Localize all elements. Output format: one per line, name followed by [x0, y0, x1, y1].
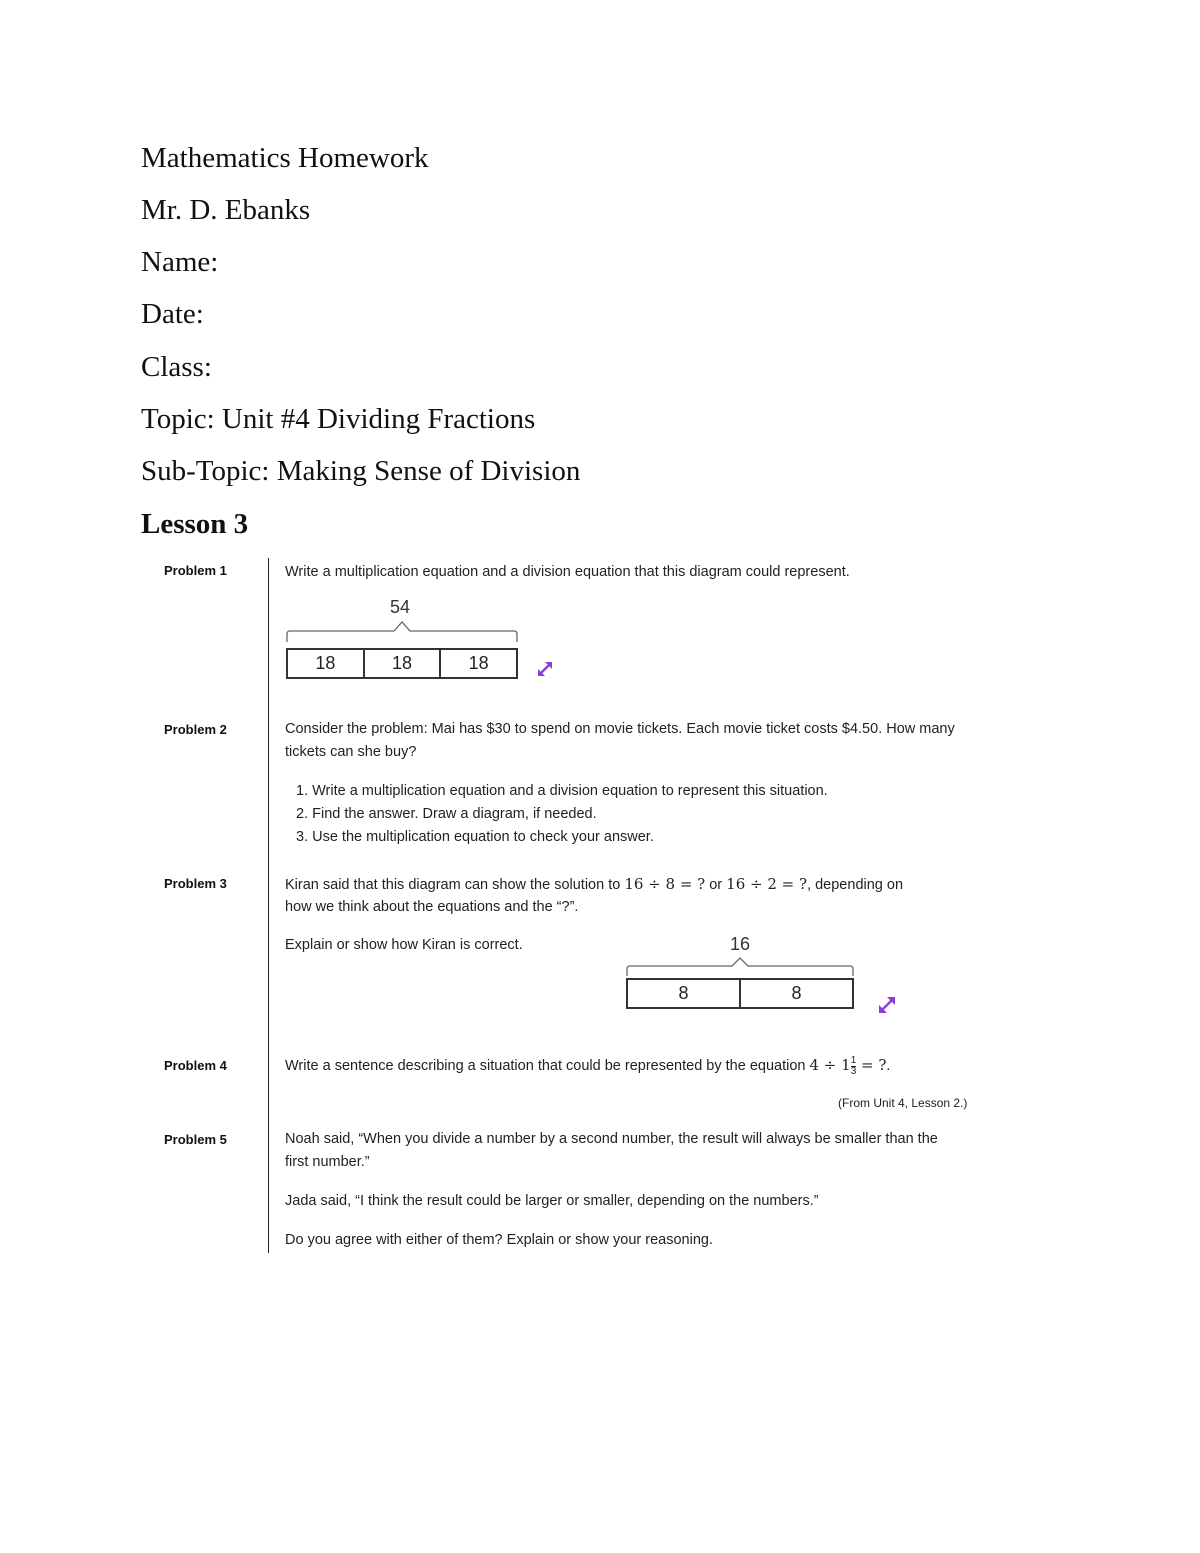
problem-5-noah: Noah said, “When you divide a number by a second number, the result will always be smaller than the first number.” [285, 1131, 938, 1170]
problem-3-text-part: , depending on [807, 877, 904, 893]
document-title: Mathematics Homework [141, 142, 429, 174]
problem-3-prompt: Explain or show how Kiran is correct. [285, 937, 523, 953]
problem-5-label: Problem 5 [164, 1132, 227, 1147]
teacher-name: Mr. D. Ebanks [141, 194, 311, 226]
problem-3-brace [626, 957, 854, 977]
problem-4-text-end: . [886, 1058, 891, 1074]
fraction-denominator: 3 [850, 1065, 857, 1077]
equation: 4 ÷ 1 [809, 1056, 851, 1074]
problem-1-tape-diagram [286, 648, 518, 679]
problem-4-label: Problem 4 [164, 1058, 227, 1073]
problem-1-brace [286, 620, 518, 644]
problem-3-total: 16 [730, 934, 751, 954]
tape-cell: 18 [468, 653, 489, 673]
name-label: Name: [141, 246, 219, 278]
expand-icon[interactable] [536, 660, 554, 678]
expand-icon[interactable] [877, 995, 897, 1015]
class-label: Class: [141, 351, 212, 383]
date-label: Date: [141, 298, 204, 330]
problem-5-jada: Jada said, “I think the result could be larger or smaller, depending on the numbers.” [285, 1193, 819, 1209]
problem-3-text [285, 873, 903, 897]
problem-3-text-part: Kiran said that this diagram can show the solution to [285, 877, 625, 893]
problem-3-text-line2: how we think about the equations and the “?”. [285, 899, 579, 915]
problem-2-text: Consider the problem: Mai has $30 to spend on movie tickets. Each movie ticket costs $4.50. How many tickets can she buy? [285, 721, 955, 760]
tape-cell: 8 [628, 980, 741, 1007]
tape-cell: 18 [288, 650, 365, 677]
lesson-heading: Lesson 3 [141, 508, 249, 540]
problem-2-label: Problem 2 [164, 722, 227, 737]
tape-cell: 8 [791, 983, 802, 1003]
problem-1-text: Write a multiplication equation and a division equation that this diagram could represent. [285, 564, 850, 580]
equation: 16 ÷ 8 = ? [624, 875, 706, 893]
equation: = ? [856, 1056, 887, 1074]
tape-cell: 18 [365, 650, 442, 677]
problem-1-label: Problem 1 [164, 563, 227, 578]
equation: 16 ÷ 2 = ? [726, 875, 808, 893]
problem-1-total: 54 [390, 597, 411, 617]
problem-5-question: Do you agree with either of them? Explain or show your reasoning. [285, 1232, 713, 1248]
problem-2-list [296, 780, 828, 849]
subtopic: Sub-Topic: Making Sense of Division [141, 455, 581, 487]
problem-3-text-part: or [705, 877, 727, 893]
list-item: 3. Use the multiplication equation to check your answer. [296, 829, 654, 845]
column-divider [268, 558, 269, 1253]
topic: Topic: Unit #4 Dividing Fractions [141, 403, 536, 435]
list-item: 1. Write a multiplication equation and a division equation to represent this situation. [296, 783, 828, 799]
source-note: (From Unit 4, Lesson 2.) [838, 1096, 968, 1110]
problem-3-label: Problem 3 [164, 876, 227, 891]
problem-3-tape-diagram [626, 978, 854, 1009]
list-item: 2. Find the answer. Draw a diagram, if needed. [296, 806, 597, 822]
fraction-numerator: 1 [850, 1054, 857, 1066]
problem-4-text-part: Write a sentence describing a situation that could be represented by the equation [285, 1058, 810, 1074]
problem-4-text [285, 1054, 890, 1078]
